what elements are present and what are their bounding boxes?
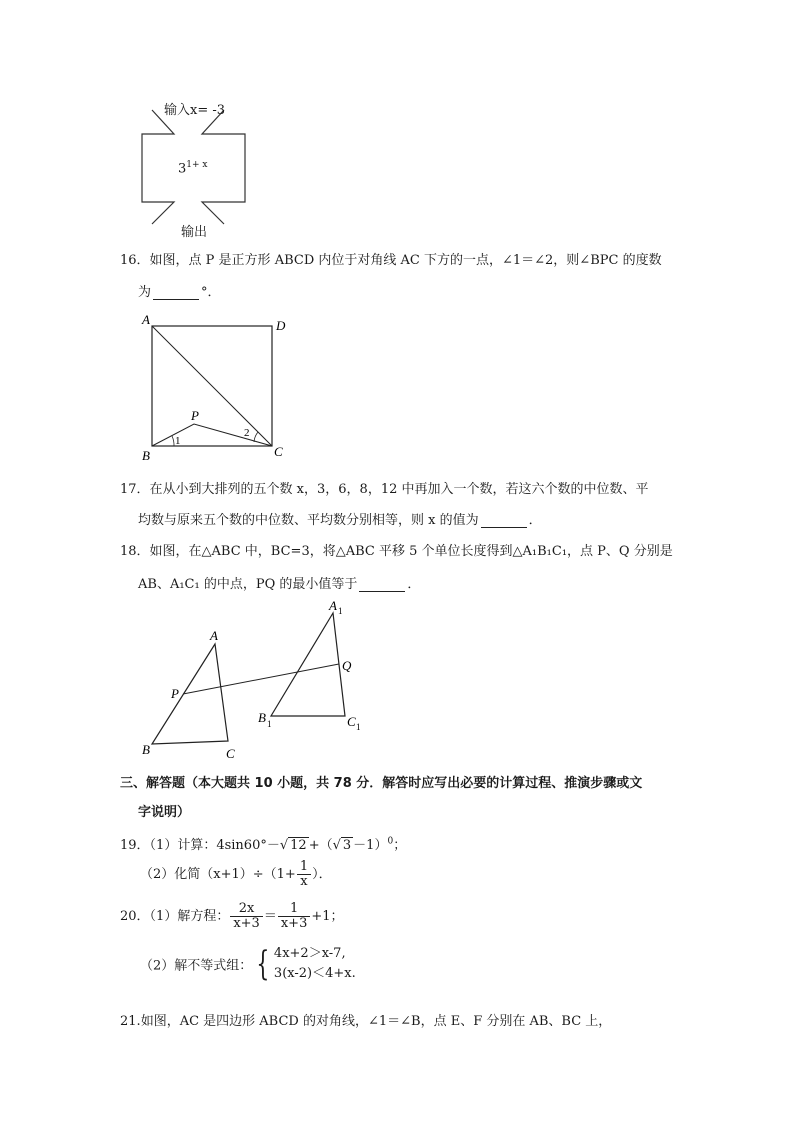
q19-part2-label: （2）化简（x+1）÷（1+ — [140, 867, 296, 882]
q19-number: 19． — [120, 838, 150, 853]
expr-base: 3 — [178, 161, 187, 177]
section3-title-line1: 三、解答题（本大题共 10 小题，共 78 分．解答时应写出必要的计算过程、推演步骤或文 — [120, 776, 643, 791]
q19-part1-b: +（ — [308, 838, 333, 853]
section3-title-line2: 字说明） — [138, 805, 191, 820]
flowchart-expression — [178, 160, 208, 176]
triangle-abc — [152, 644, 228, 744]
q16-line1 — [120, 249, 662, 268]
q19-part2 — [140, 860, 332, 889]
q20-inequality-system — [274, 944, 356, 984]
segment-pq — [183, 664, 339, 694]
q17-number: 17． — [120, 482, 150, 497]
label-a: A — [142, 312, 150, 327]
q18-number: 18． — [120, 544, 150, 559]
q20-number: 20． — [120, 909, 150, 924]
q18-text: 如图，在△ABC 中，BC=3，将△ABC 平移 5 个单位长度得到△A₁B₁C₁，点 P、Q 分别是 — [149, 544, 673, 559]
label-b: B — [142, 448, 150, 463]
label-a1-sub: 1 — [338, 606, 343, 616]
q20-part2 — [140, 944, 356, 984]
q21-line1 — [120, 1010, 611, 1029]
q19-part1-e: ； — [393, 838, 407, 853]
angle1-arc — [172, 436, 174, 446]
q17-text: 在从小到大排列的五个数 x，3，6，8，12 中再加入一个数，若这六个数的中位数、平 — [149, 482, 649, 497]
q20-equals: ＝ — [263, 909, 277, 924]
q20-lhs-num: 2x — [230, 902, 263, 917]
q18-prefix: AB、A₁C₁ 的中点，PQ 的最小值等于 — [138, 577, 358, 592]
label-angle1: 1 — [175, 435, 181, 447]
label-b: B — [142, 742, 150, 757]
q20-lhs-den: x+3 — [233, 916, 260, 931]
label-b1: B — [258, 710, 266, 725]
flowchart-input-label: 输入x= -3 — [164, 103, 226, 118]
q19-part1-a: 4sin60°－ — [216, 838, 280, 853]
q19-sqrt3: 3 — [342, 838, 352, 853]
q20-rhs-den: x+3 — [280, 916, 308, 931]
q20-lhs-fraction — [230, 902, 263, 931]
q20-part1 — [120, 902, 344, 931]
angle2-arc — [254, 432, 258, 442]
label-c1: C — [347, 714, 356, 729]
q16-figure — [130, 312, 330, 472]
q17-line1 — [120, 478, 649, 497]
q20-part1-label: （1）解方程： — [149, 909, 230, 924]
label-p: P — [171, 686, 179, 701]
label-b1-sub: 1 — [267, 719, 272, 729]
q18-answer-blank[interactable] — [359, 577, 405, 592]
label-a1: A — [329, 598, 337, 613]
brace-icon: { — [256, 944, 270, 984]
q16-line2 — [138, 281, 221, 300]
q21-number: 21. — [120, 1014, 141, 1029]
sqrt-sign: √ — [279, 838, 289, 853]
q16-prefix: 为 — [138, 285, 152, 300]
label-p: P — [191, 408, 199, 423]
q20-rhs-tail: +1； — [311, 909, 344, 924]
sqrt-sign: √ — [332, 838, 341, 853]
q16-number: 16． — [120, 253, 150, 268]
q20-rhs-num: 1 — [278, 902, 311, 917]
q19-frac-num: 1 — [297, 860, 311, 875]
q20-ineq1: 4x+2＞x-7, — [273, 946, 346, 961]
q16-suffix: °． — [201, 285, 221, 300]
expr-exponent: 1+ x — [186, 160, 208, 170]
q19-part1-c: －1） — [353, 838, 388, 853]
q19-exponent-zero: 0 — [387, 836, 394, 847]
q19-fraction — [297, 860, 311, 889]
diagonal-ac — [152, 326, 272, 446]
q19-part1-label: （1）计算： — [149, 838, 217, 853]
q17-line2 — [138, 509, 542, 528]
flowchart-output-label: 输出 — [181, 225, 208, 240]
q19-frac-den: x — [300, 874, 308, 889]
q16-answer-blank[interactable] — [153, 285, 199, 300]
q20-ineq2: 3(x-2)＜4+x. — [273, 966, 356, 981]
label-a: A — [210, 628, 218, 643]
q18-line1 — [120, 540, 673, 559]
label-c: C — [226, 746, 235, 761]
label-d: D — [276, 318, 286, 333]
q16-text: 如图，点 P 是正方形 ABCD 内位于对角线 AC 下方的一点，∠1＝∠2，则∠BPC 的度数 — [149, 253, 662, 268]
q17-answer-blank[interactable] — [481, 513, 527, 528]
q21-text: 如图，AC 是四边形 ABCD 的对角线，∠1＝∠B，点 E、F 分别在 AB、BC 上， — [140, 1014, 612, 1029]
q18-figure — [138, 596, 398, 766]
q20-part2-label: （2）解不等式组： — [140, 958, 253, 974]
q19-part2-end: ）． — [312, 867, 332, 882]
q17-suffix: ． — [528, 513, 542, 528]
label-angle2: 2 — [244, 427, 250, 439]
label-c: C — [274, 444, 283, 459]
q18-suffix: ． — [407, 577, 421, 592]
q19-part1 — [120, 834, 406, 853]
q19-sqrt12: 12 — [290, 838, 307, 853]
q18-line2 — [138, 573, 420, 592]
label-c1-sub: 1 — [356, 722, 361, 732]
q17-prefix: 均数与原来五个数的中位数、平均数分别相等，则 x 的值为 — [138, 513, 479, 528]
label-q: Q — [342, 658, 352, 673]
q20-rhs-fraction — [278, 902, 311, 931]
